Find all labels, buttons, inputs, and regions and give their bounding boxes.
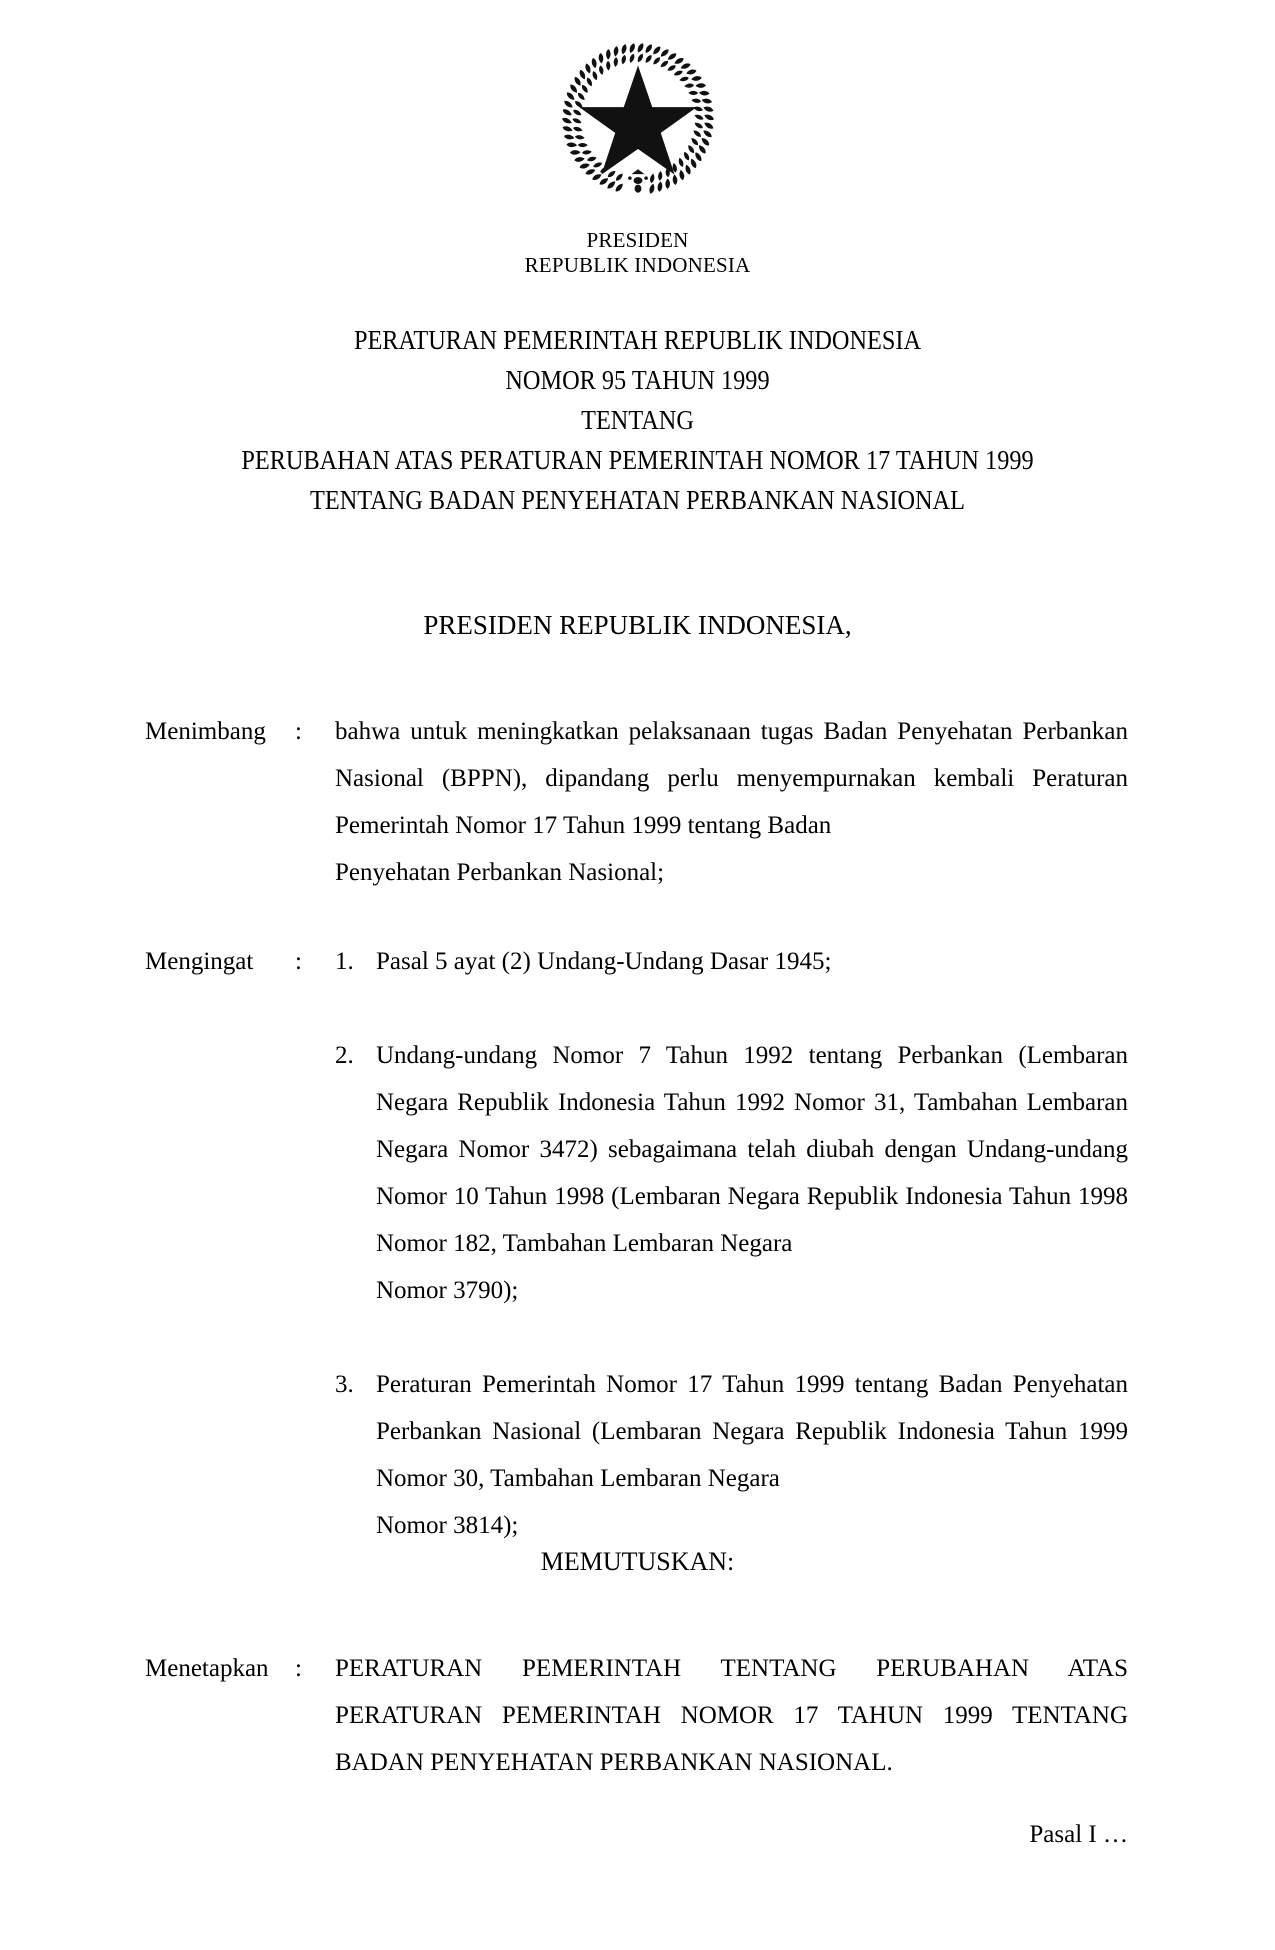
letterhead-line-republik: REPUBLIK INDONESIA <box>524 253 751 277</box>
clause-menimbang <box>145 708 1128 896</box>
title-line-nomor: NOMOR 95 TAHUN 1999 <box>505 365 770 395</box>
menetapkan-line-3: BADAN PENYEHATAN PERBANKAN NASIONAL. <box>335 1749 893 1776</box>
clause-mengingat <box>145 938 1128 1549</box>
menimbang-paragraph-2: Penyehatan Perbankan Nasional; <box>335 859 665 886</box>
list-item-text: Undang-undang Nomor 7 Tahun 1992 tentang Perbankan (Lembaran Negara Republik Indonesia Tahun 1992 Nomor 31, Tambahan Lembaran Negara Nomor 3472) sebagaimana telah diubah dengan Undang-undang Nomor 10 Tahun 1998 (Lembaran Negara Republik Indonesia Tahun 1998 Nomor 182, Tambahan Lembaran Negara <box>376 1042 1128 1257</box>
list-item-text-tail: Nomor 3814); <box>376 1512 519 1539</box>
title-line-1: PERATURAN PEMERINTAH REPUBLIK INDONESIA <box>353 325 922 355</box>
list-item-text: Pasal 5 ayat (2) Undang-Undang Dasar 1945; <box>376 948 832 975</box>
mengingat-list <box>335 938 1128 1549</box>
menetapkan-line-2: PERATURAN PEMERINTAH NOMOR 17 TAHUN 1999 TENTANG <box>335 1702 1128 1729</box>
menimbang-paragraph-1: bahwa untuk meningkatkan pelaksanaan tugas Badan Penyehatan Perbankan Nasional (BPPN), dipandang perlu menyempurnakan kembali Peraturan Pemerintah Nomor 17 Tahun 1999 tentang Badan <box>335 718 1128 839</box>
title-line-subject-2: TENTANG BADAN PENYEHATAN PERBANKAN NASIONAL <box>310 485 965 515</box>
menimbang-label: Menimbang <box>145 718 266 745</box>
mengingat-label: Mengingat <box>145 948 254 975</box>
menetapkan-colon: : <box>295 1655 302 1682</box>
menimbang-colon: : <box>295 718 302 745</box>
menimbang-content <box>335 708 1128 896</box>
indonesian-presidential-seal-icon <box>557 38 719 200</box>
title-line-subject-1: PERUBAHAN ATAS PERATURAN PEMERINTAH NOMOR 17 TAHUN 1999 <box>241 445 1034 475</box>
page-catchword: Pasal I … <box>1029 1821 1128 1848</box>
letterhead-line-presiden: PRESIDEN <box>586 228 689 252</box>
letterhead <box>0 228 1275 278</box>
president-heading: PRESIDEN REPUBLIK INDONESIA, <box>423 610 852 640</box>
wreath-knot <box>628 169 648 192</box>
mengingat-colon: : <box>295 948 302 975</box>
document-title-block <box>0 320 1275 520</box>
list-item-text-tail: Nomor 3790); <box>376 1277 519 1304</box>
menetapkan-content <box>335 1645 1128 1786</box>
list-item <box>335 938 1128 985</box>
list-item <box>335 1361 1128 1549</box>
clause-menetapkan <box>145 1645 1128 1786</box>
list-item-text: Peraturan Pemerintah Nomor 17 Tahun 1999 tentang Badan Penyehatan Perbankan Nasional (Lembaran Negara Republik Indonesia Tahun 1999 Nomor 30, Tambahan Lembaran Negara <box>376 1371 1128 1492</box>
menetapkan-label: Menetapkan <box>145 1655 269 1682</box>
list-item-marker: 1. <box>335 948 354 975</box>
mengingat-content <box>335 938 1128 1549</box>
star-shape <box>579 66 697 175</box>
menetapkan-line-1: PERATURAN PEMERINTAH TENTANG PERUBAHAN ATAS <box>335 1655 1128 1682</box>
list-item <box>335 1032 1128 1314</box>
list-item-marker: 3. <box>335 1371 354 1398</box>
emblem-container <box>0 38 1275 200</box>
title-line-tentang: TENTANG <box>581 405 694 435</box>
memutuskan-heading: MEMUTUSKAN: <box>540 1547 735 1576</box>
list-item-marker: 2. <box>335 1042 354 1069</box>
